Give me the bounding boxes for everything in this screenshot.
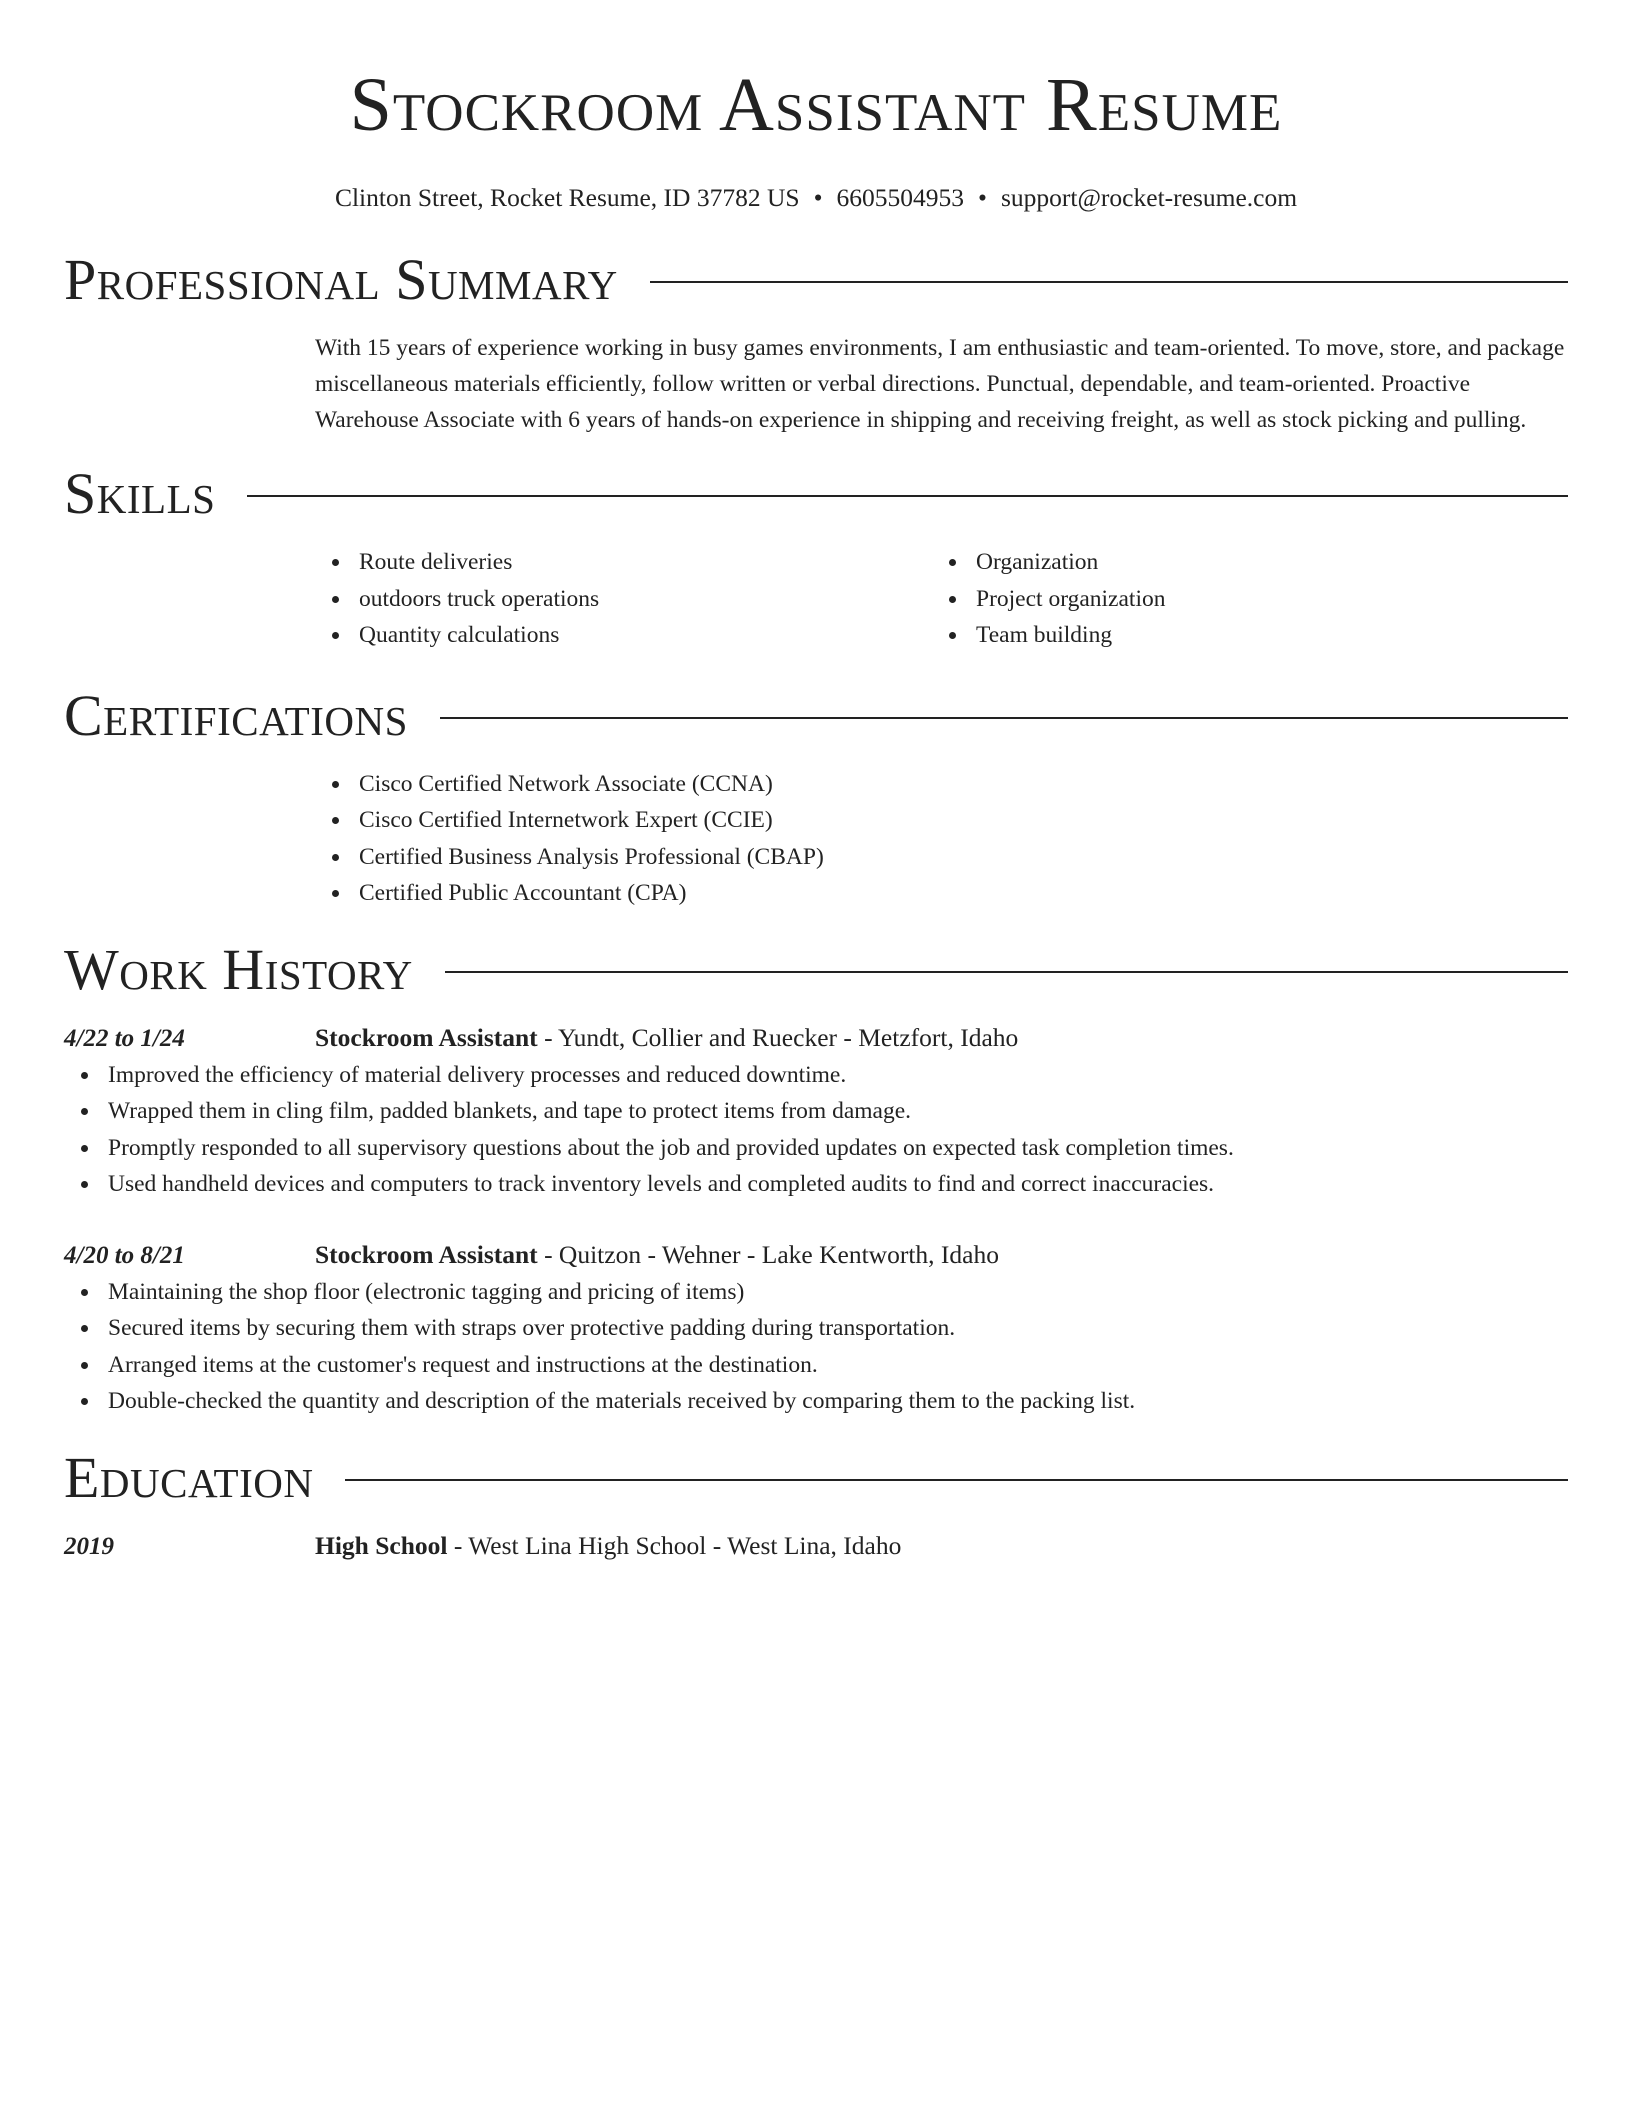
job-dates: 4/22 to 1/24 bbox=[64, 1024, 185, 1052]
job-role: Stockroom Assistant bbox=[315, 1022, 538, 1052]
job-bullet: Promptly responded to all supervisory questions about the job and provided updates on expected task completion times. bbox=[108, 1130, 1568, 1167]
certifications-heading: Certifications bbox=[64, 682, 408, 748]
job-title-line bbox=[315, 1020, 1018, 1056]
section-divider bbox=[445, 971, 1568, 973]
job-header bbox=[64, 1020, 1568, 1057]
certification-item: Certified Public Accountant (CPA) bbox=[359, 875, 1568, 912]
job-bullet: Used handheld devices and computers to track inventory levels and completed audits to find and correct inaccuracies. bbox=[108, 1166, 1568, 1203]
skill-item: Organization bbox=[976, 544, 1568, 581]
skills-header bbox=[64, 462, 1568, 526]
contact-separator: • bbox=[978, 183, 987, 212]
work-history-section bbox=[64, 938, 1568, 1420]
job-employer: - Yundt, Collier and Ruecker - Metzfort, Idaho bbox=[537, 1022, 1019, 1052]
skill-item: Quantity calculations bbox=[359, 617, 932, 654]
education-header bbox=[64, 1446, 1568, 1510]
skill-item: Route deliveries bbox=[359, 544, 932, 581]
summary-section bbox=[64, 248, 1568, 438]
contact-email: support@rocket-resume.com bbox=[1000, 183, 1298, 212]
job-entry bbox=[64, 1237, 1568, 1420]
skills-column-left bbox=[315, 544, 932, 654]
skill-item: Project organization bbox=[976, 581, 1568, 618]
job-header bbox=[64, 1237, 1568, 1274]
education-section bbox=[64, 1446, 1568, 1565]
education-title-line bbox=[315, 1528, 901, 1564]
summary-heading: Professional Summary bbox=[64, 247, 618, 312]
contact-address: Clinton Street, Rocket Resume, ID 37782 US bbox=[334, 183, 800, 212]
work-history-header bbox=[64, 938, 1568, 1002]
job-bullet: Wrapped them in cling film, padded blankets, and tape to protect items from damage. bbox=[108, 1093, 1568, 1130]
skill-item: outdoors truck operations bbox=[359, 581, 932, 618]
education-year: 2019 bbox=[64, 1532, 114, 1560]
skill-item: Team building bbox=[976, 617, 1568, 654]
certifications-content bbox=[315, 766, 1568, 912]
certification-item: Certified Business Analysis Professional (CBAP) bbox=[359, 839, 1568, 876]
job-bullet: Double-checked the quantity and description of the materials received by comparing them to the packing list. bbox=[108, 1383, 1568, 1420]
job-title-line bbox=[315, 1237, 999, 1273]
work-history-heading: Work History bbox=[64, 936, 413, 1002]
job-bullet: Maintaining the shop floor (electronic tagging and pricing of items) bbox=[108, 1274, 1568, 1311]
summary-text: With 15 years of experience working in busy games environments, I am enthusiastic and team-oriented. To move, store, and package miscellaneous materials efficiently, follow written or verbal directions. Punctual, dependable, and team-oriented. Proactive Warehouse Associate with 6 years of hands-on experience in shipping and receiving freight, as well as stock picking and pulling. bbox=[315, 335, 1565, 433]
job-employer: - Quitzon - Wehner - Lake Kentworth, Idaho bbox=[537, 1239, 999, 1269]
summary-header bbox=[64, 248, 1568, 312]
skills-column-right bbox=[932, 544, 1568, 654]
job-bullets bbox=[64, 1057, 1568, 1203]
skills-heading: Skills bbox=[64, 461, 216, 526]
education-heading: Education bbox=[64, 1444, 314, 1510]
education-degree: High School bbox=[315, 1530, 448, 1560]
certification-item: Cisco Certified Internetwork Expert (CCIE) bbox=[359, 802, 1568, 839]
certifications-header bbox=[64, 684, 1568, 748]
job-dates: 4/20 to 8/21 bbox=[64, 1241, 185, 1269]
skills-section bbox=[64, 462, 1568, 654]
section-divider bbox=[440, 717, 1568, 719]
certification-item: Cisco Certified Network Associate (CCNA) bbox=[359, 766, 1568, 803]
job-role: Stockroom Assistant bbox=[315, 1239, 538, 1269]
job-bullet: Secured items by securing them with straps over protective padding during transportation. bbox=[108, 1310, 1568, 1347]
section-divider bbox=[247, 495, 1568, 497]
education-school: - West Lina High School - West Lina, Idaho bbox=[447, 1530, 902, 1560]
contact-line bbox=[64, 182, 1568, 214]
section-divider bbox=[650, 281, 1568, 283]
job-entry bbox=[64, 1020, 1568, 1203]
job-bullet: Arranged items at the customer's request and instructions at the destination. bbox=[108, 1347, 1568, 1384]
job-bullets bbox=[64, 1274, 1568, 1420]
certifications-section bbox=[64, 684, 1568, 912]
contact-separator: • bbox=[813, 183, 823, 212]
resume-title: Stockroom Assistant Resume bbox=[349, 63, 1283, 147]
summary-content bbox=[315, 330, 1568, 438]
contact-phone: 6605504953 bbox=[836, 183, 965, 212]
job-bullet: Improved the efficiency of material delivery processes and reduced downtime. bbox=[108, 1057, 1568, 1094]
skills-list bbox=[315, 544, 1568, 654]
education-entry bbox=[64, 1528, 1568, 1565]
certifications-list bbox=[315, 766, 1568, 912]
section-divider bbox=[345, 1479, 1568, 1481]
